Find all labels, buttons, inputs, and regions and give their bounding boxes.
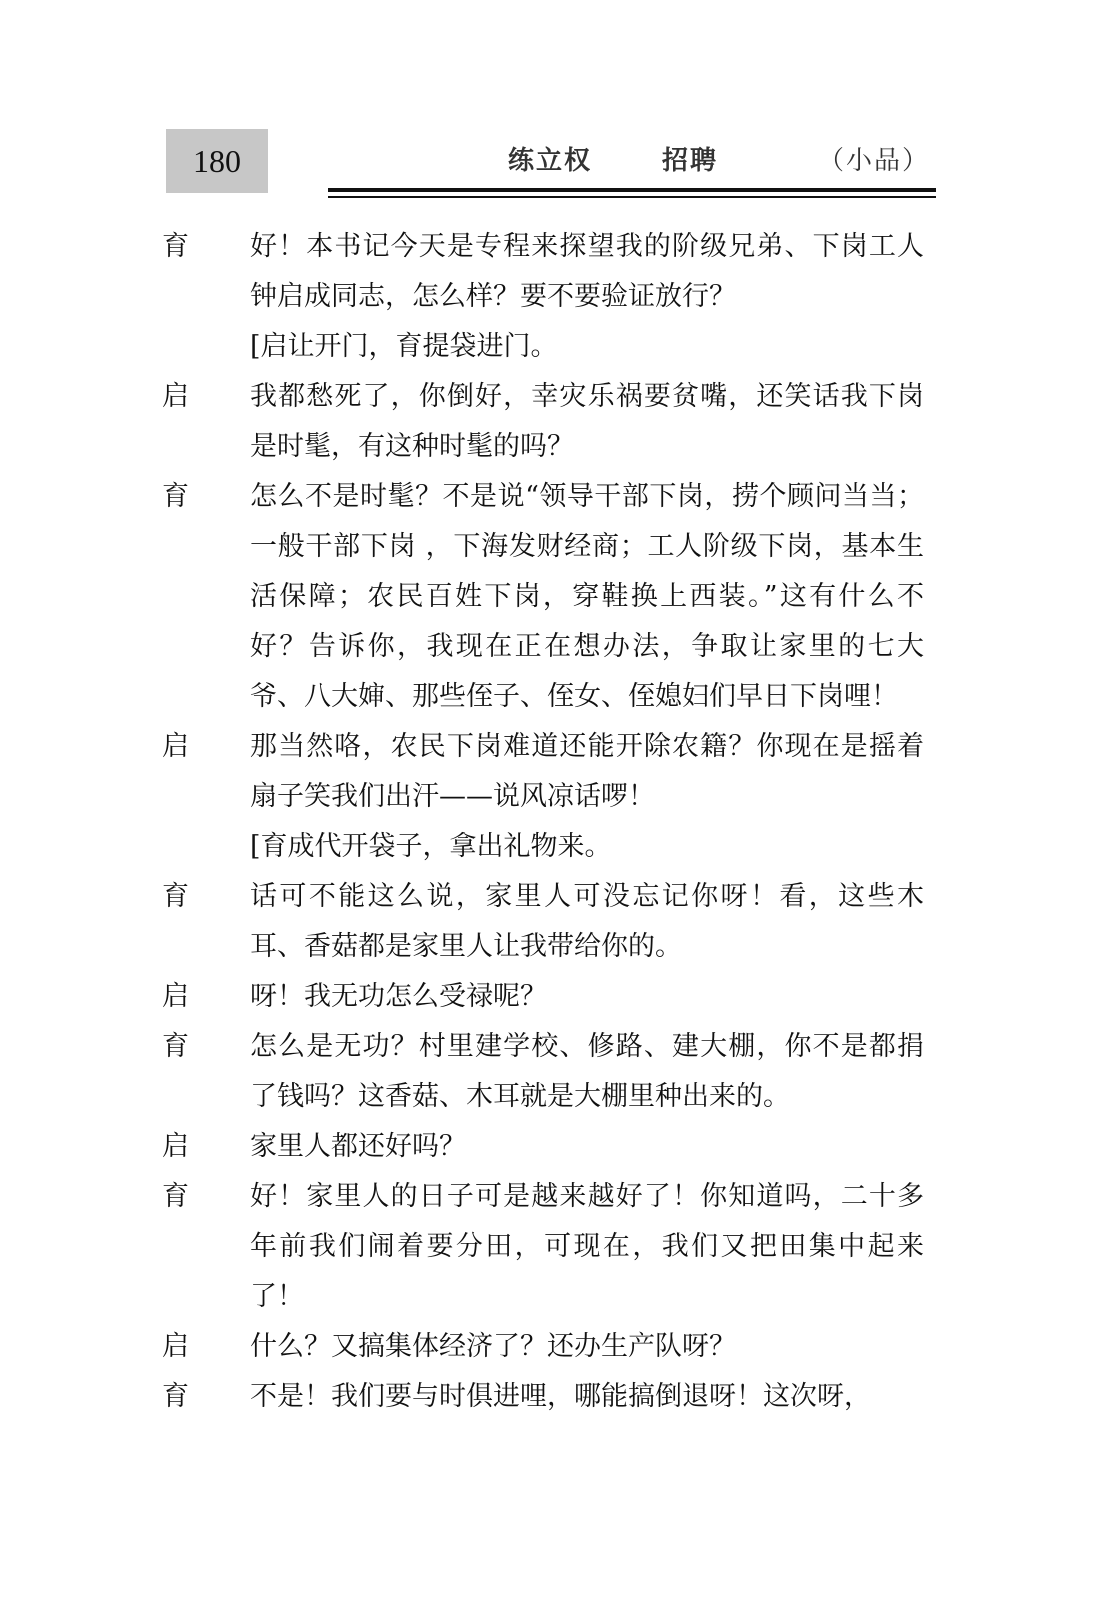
dialogue-entry xyxy=(160,872,940,972)
speech-text: 话可不能这么说，家里人可没忘记你呀！看，这些木耳、香菇都是家里人让我带给你的。 xyxy=(250,881,924,962)
speech-text: 什么？又搞集体经济了？还办生产队呀？ xyxy=(250,1331,736,1362)
speech-text: 怎么是无功？村里建学校、修路、建大棚，你不是都捐了钱吗？这香菇、木耳就是大棚里种出来的。 xyxy=(250,1031,924,1112)
speaker-label: 育 xyxy=(162,1181,189,1212)
speaker-label: 育 xyxy=(162,881,189,912)
header-title: 招聘 xyxy=(662,146,719,176)
dialogue-entry xyxy=(160,222,940,322)
stage-direction: [启让开门，育提袋进门。 xyxy=(250,331,558,362)
stage-direction: [育成代开袋子，拿出礼物来。 xyxy=(250,831,612,862)
speaker-label: 育 xyxy=(162,231,189,262)
speaker-label: 启 xyxy=(162,1331,189,1362)
speech-text: 家里人都还好吗？ xyxy=(250,1131,466,1162)
dialogue-body xyxy=(160,222,940,1422)
header-rule-thin xyxy=(328,196,936,198)
speaker-label: 启 xyxy=(162,381,189,412)
speaker-label: 启 xyxy=(162,1131,189,1162)
dialogue-entry xyxy=(160,972,940,1022)
speech-text: 好！家里人的日子可是越来越好了！你知道吗，二十多年前我们闹着要分田，可现在，我们又把田集中起来了！ xyxy=(250,1181,924,1312)
dialogue-entry xyxy=(160,1372,940,1422)
dialogue-entry xyxy=(160,372,940,472)
speaker-label: 育 xyxy=(162,481,189,512)
dialogue-entry xyxy=(160,472,940,722)
speech-text: 不是！我们要与时俱进哩，哪能搞倒退呀！这次呀， xyxy=(250,1381,871,1412)
running-header xyxy=(480,140,940,180)
header-genre: （小品） xyxy=(818,146,931,176)
dialogue-entry xyxy=(160,1172,940,1322)
speech-text: 那当然咯，农民下岗难道还能开除农籍？你现在是摇着扇子笑我们出汗——说风凉话啰！ xyxy=(250,731,924,812)
header-rule-thick xyxy=(328,188,936,192)
speaker-label: 育 xyxy=(162,1381,189,1412)
dialogue-entry xyxy=(160,1122,940,1172)
speech-text: 呀！我无功怎么受禄呢？ xyxy=(250,981,547,1012)
speech-text: 怎么不是时髦？不是说“领导干部下岗，捞个顾问当当；一般干部下岗 ，下海发财经商；工人阶级下岗，基本生活保障；农民百姓下岗，穿鞋换上西装。”这有什么不好？告诉你，我现在正在想办法，争取让家里的七大爷、八大婶、那些侄子、侄女、侄媳妇们早日下岗哩！ xyxy=(250,481,924,712)
speaker-label: 启 xyxy=(162,981,189,1012)
speaker-label: 育 xyxy=(162,1031,189,1062)
dialogue-entry xyxy=(160,722,940,822)
dialogue-entry xyxy=(160,1322,940,1372)
speaker-label: 启 xyxy=(162,731,189,762)
header-author: 练立权 xyxy=(508,146,593,176)
dialogue-entry xyxy=(160,1022,940,1122)
speech-text: 我都愁死了，你倒好，幸灾乐祸要贫嘴，还笑话我下岗是时髦，有这种时髦的吗？ xyxy=(250,381,924,462)
speech-text: 好！本书记今天是专程来探望我的阶级兄弟、下岗工人钟启成同志，怎么样？要不要验证放行？ xyxy=(250,231,924,312)
page-number: 180 xyxy=(166,129,268,193)
